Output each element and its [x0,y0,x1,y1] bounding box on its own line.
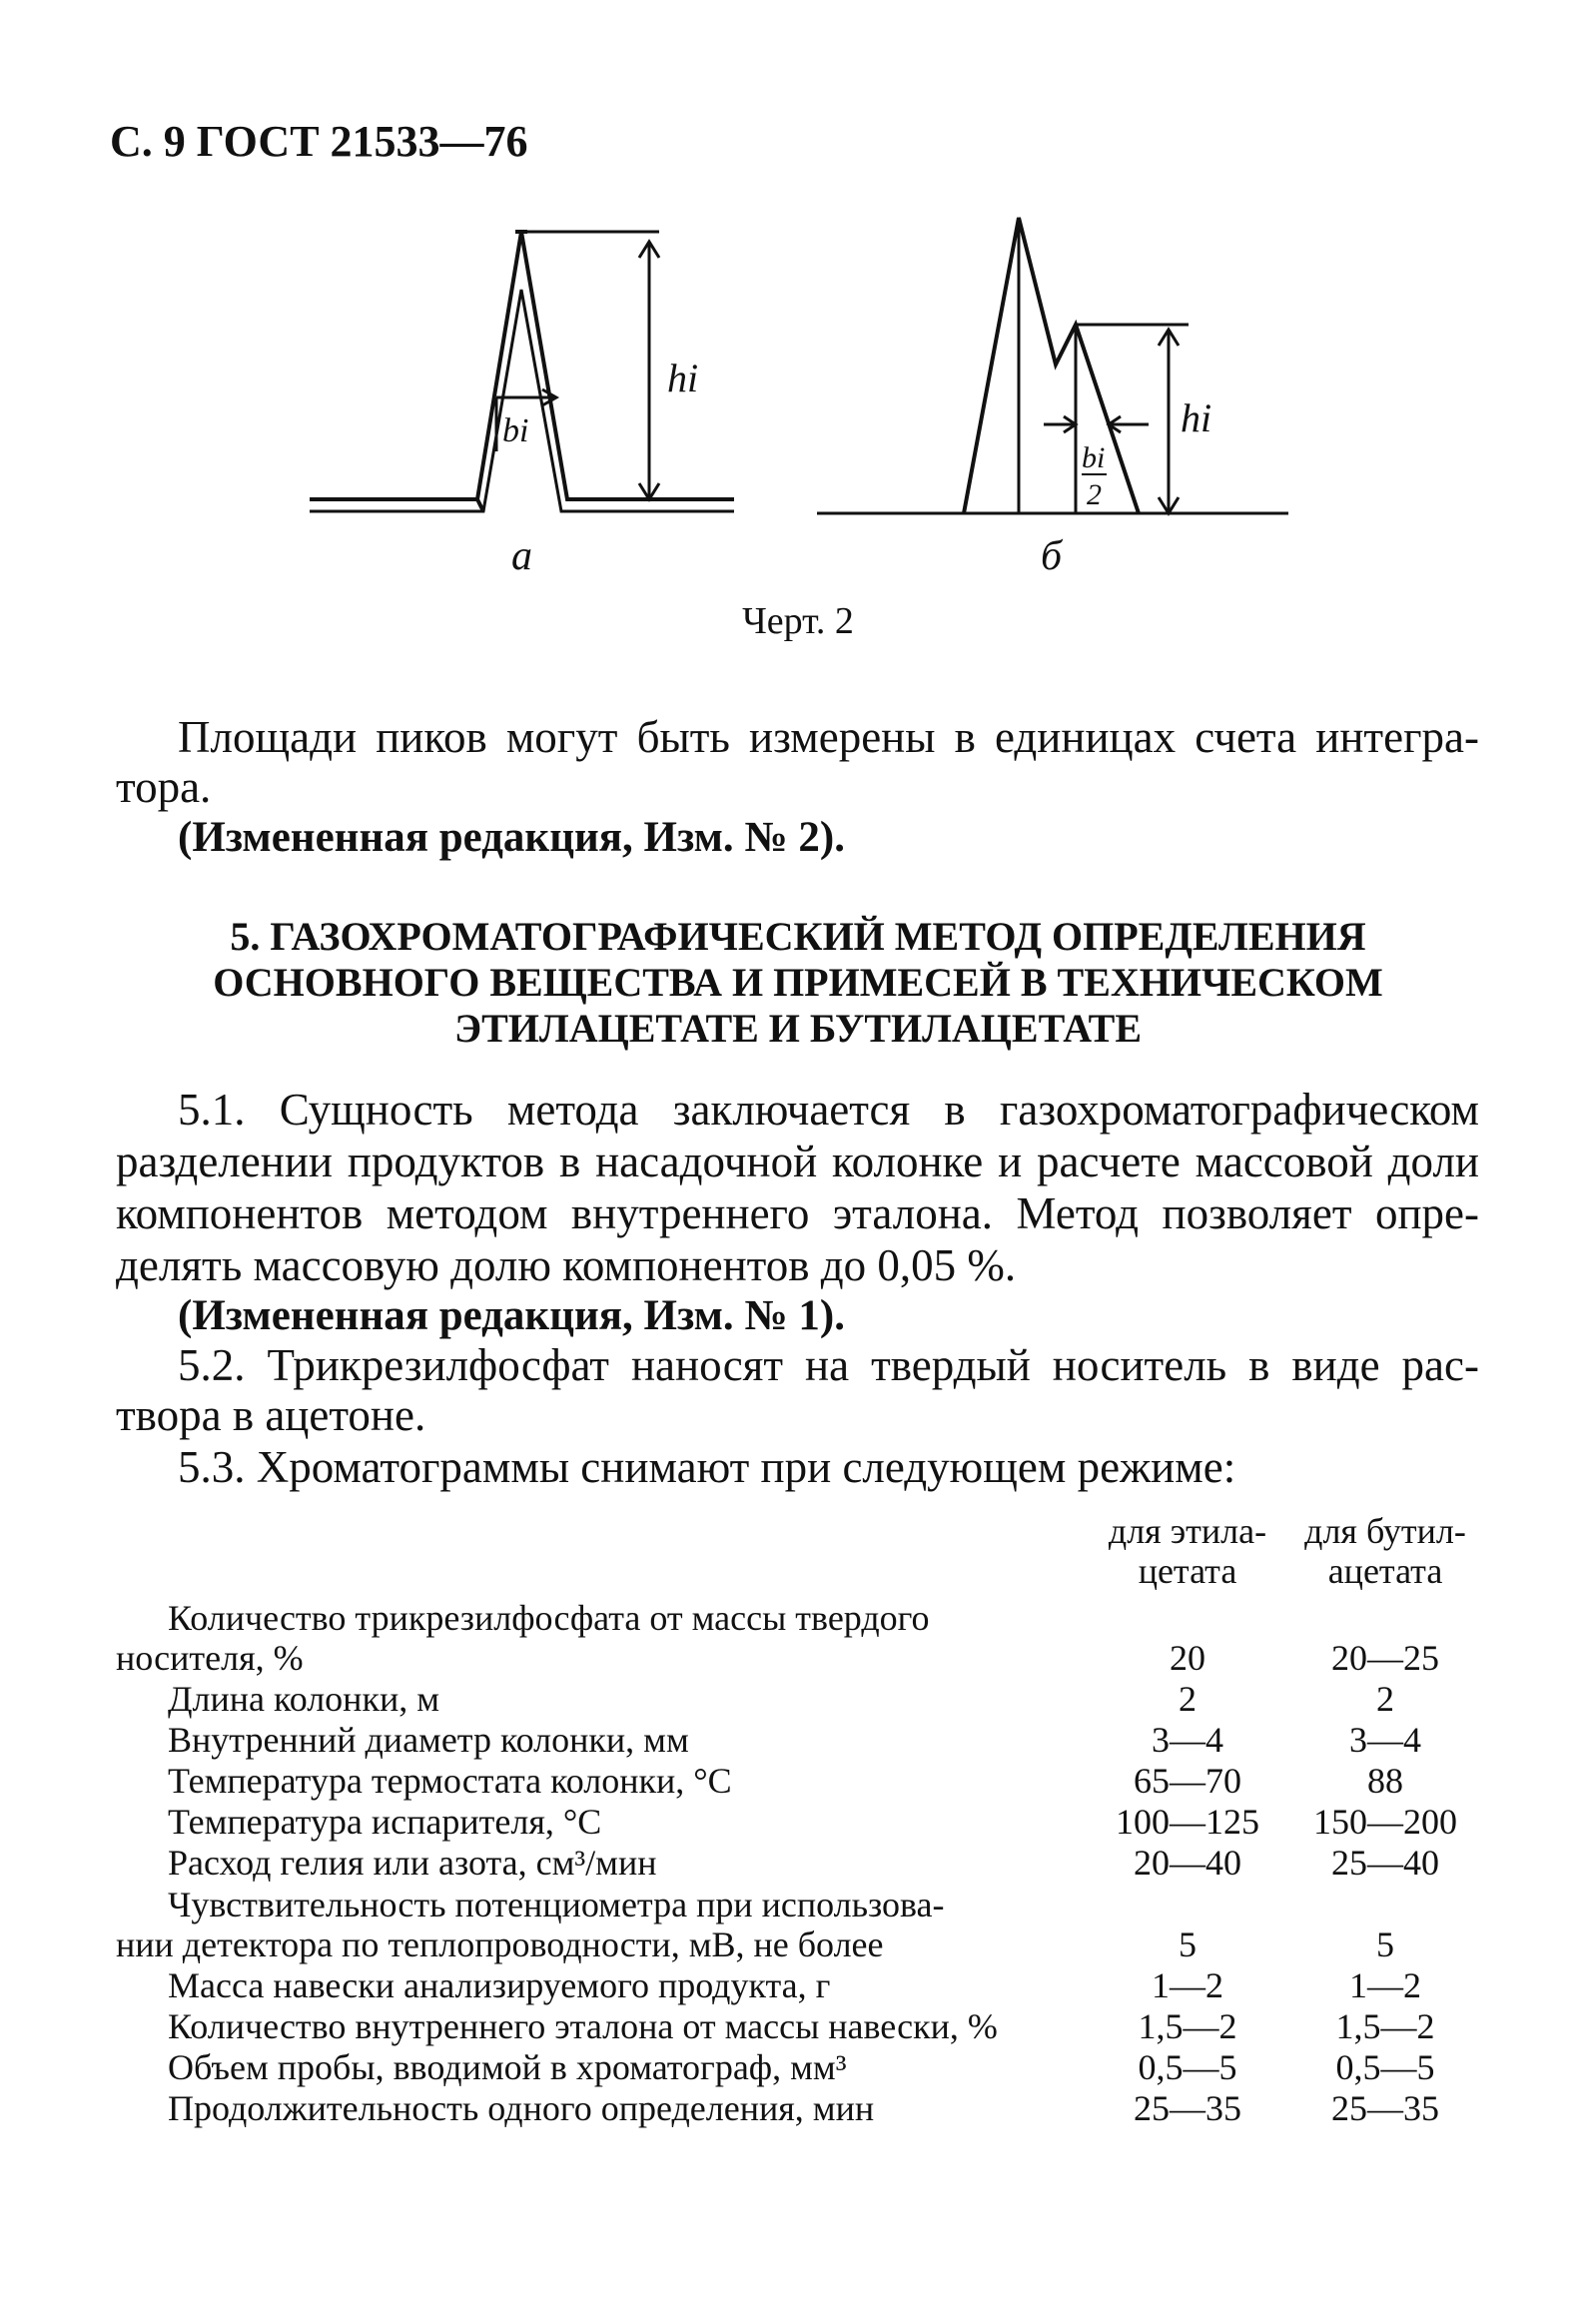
table-cell-ethyl: 100—125 [1116,1802,1259,1842]
paragraph-line: разделении продуктов в насадочной колонке и расчете массовой доли [116,1137,1479,1186]
table-cell-ethyl: 1—2 [1152,1965,1223,2005]
table-row-label-cont: нии детектора по теплопроводности, мВ, не более [116,1924,884,1964]
table-cell-butyl: 3—4 [1349,1720,1421,1760]
table-cell-butyl: 1,5—2 [1335,2006,1435,2046]
table-row-label: Количество внутреннего эталона от массы навески, % [168,2006,998,2046]
table-cell-butyl: 88 [1367,1761,1403,1801]
figure-label-a: а [511,533,532,579]
bi-half-numerator: bi [1082,441,1106,474]
paragraph-line: твора в ацетоне. [116,1390,426,1440]
table-row-label: Длина колонки, м [168,1679,439,1719]
table-cell-butyl: 2 [1376,1679,1394,1719]
table-row-label: Объем пробы, вводимой в хроматограф, мм³ [168,2047,847,2087]
table-header-ethyl-cont: цетата [1138,1551,1237,1591]
page-header: С. 9 ГОСТ 21533—76 [110,117,528,166]
table-row-label: Чувствительность потенциометра при использова- [168,1885,945,1924]
section-heading-line: ЭТИЛАЦЕТАТЕ И БУТИЛАЦЕТАТЕ [453,1006,1143,1051]
table-cell-butyl: 20—25 [1331,1638,1439,1678]
table-row-label: Масса навески анализируемого продукта, г [168,1965,831,2005]
paragraph-line: Площади пиков могут быть измерены в единицах счета интегра- [178,712,1479,762]
table-row-label: Внутренний диаметр колонки, мм [168,1720,689,1760]
paragraph-line: компонентов методом внутреннего эталона. Метод позволяет опре- [116,1188,1479,1238]
paragraph-line: делять массовую долю компонентов до 0,05 %. [116,1240,1017,1290]
table-cell-ethyl: 3—4 [1152,1720,1223,1760]
table-row-label: Расход гелия или азота, см³/мин [168,1843,657,1883]
table-cell-ethyl: 0,5—5 [1138,2047,1237,2087]
figure-label-b: б [1041,533,1063,579]
table-row-label: Температура термостата колонки, °С [168,1761,732,1801]
figure-caption: Черт. 2 [742,600,854,642]
paragraph-line: тора. [116,762,212,812]
table-header-butyl-cont: ацетата [1327,1551,1443,1591]
table-cell-ethyl: 2 [1179,1679,1197,1719]
table-row-label: Температура испарителя, °С [168,1802,602,1842]
bi-label: bi [502,412,529,449]
table-cell-ethyl: 65—70 [1134,1761,1241,1801]
table-cell-butyl: 5 [1376,1924,1394,1964]
amendment-note: (Измененная редакция, Изм. № 1). [178,1292,845,1339]
table-row-label-cont: носителя, % [116,1638,304,1678]
paragraph-line: 5.3. Хроматограммы снимают при следующем режиме: [178,1442,1236,1492]
table-row-label: Продолжительность одного определения, мин [168,2088,875,2128]
paragraph-line: 5.2. Трикрезилфосфат наносят на твердый носитель в виде рас- [178,1340,1479,1390]
hi-label-a: hi [667,356,699,400]
amendment-note: (Измененная редакция, Изм. № 2). [178,814,845,861]
table-cell-butyl: 25—35 [1331,2088,1439,2128]
hi-label-b: hi [1181,395,1212,440]
paragraph-line: 5.1. Сущность метода заключается в газохроматографическом [178,1085,1479,1135]
bi-half-denominator: 2 [1087,478,1102,511]
peak-diagram [0,0,1596,619]
table-cell-ethyl: 5 [1179,1924,1197,1964]
table-row-label: Количество трикрезилфосфата от массы твердого [168,1598,930,1638]
table-header-ethyl: для этила- [1108,1511,1267,1551]
table-cell-butyl: 1—2 [1349,1965,1421,2005]
table-cell-butyl: 0,5—5 [1335,2047,1435,2087]
table-header-butyl: для бутил- [1304,1511,1466,1551]
table-cell-butyl: 150—200 [1313,1802,1457,1842]
section-heading-line: ОСНОВНОГО ВЕЩЕСТВА И ПРИМЕСЕЙ В ТЕХНИЧЕСКОМ [213,960,1383,1005]
section-heading-line: 5. ГАЗОХРОМАТОГРАФИЧЕСКИЙ МЕТОД ОПРЕДЕЛЕНИЯ [230,914,1366,959]
table-cell-ethyl: 20 [1170,1638,1205,1678]
table-cell-ethyl: 25—35 [1134,2088,1241,2128]
table-cell-butyl: 25—40 [1331,1843,1439,1883]
peak-b [817,218,1288,513]
table-cell-ethyl: 1,5—2 [1138,2006,1237,2046]
table-cell-ethyl: 20—40 [1134,1843,1241,1883]
